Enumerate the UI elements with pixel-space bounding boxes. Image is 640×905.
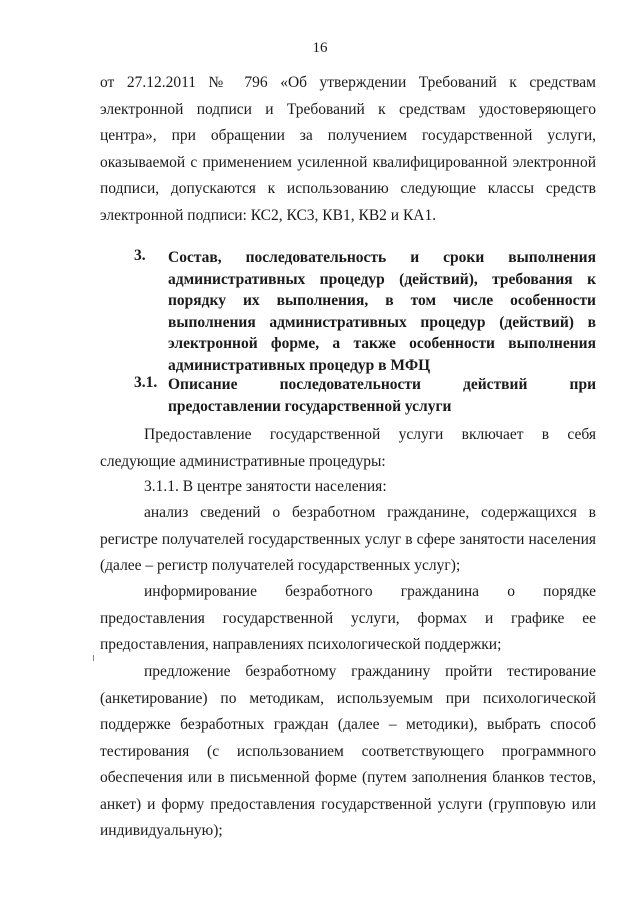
paragraph-inform: информирование безработного гражданина о порядке предоставления государственной услуги, формах и графике ее предоставления, направлениях психологической поддержки; <box>100 583 596 653</box>
page-number: 16 <box>312 40 328 56</box>
paragraph-analysis: анализ сведений о безработном гражданине, содержащихся в регистре получателей государственных услуг в сфере занятости населения (далее – регистр получателей государственных услуг); <box>100 504 596 574</box>
section-3-1-number: 3.1. <box>134 374 158 391</box>
section-3-number: 3. <box>134 247 146 264</box>
section-3-title: Состав, последовательность и сроки выполнения административных процедур (действий), требования к порядку их выполнения, в том числе особенности выполнения административных процедур (действий) в электронной форме, а также особенности выполнения административных процедур в МФЦ <box>168 249 596 374</box>
paragraph-offer: предложение безработному гражданину пройти тестирование (анкетирование) по методикам, используемым при психологической поддержке безработных граждан (далее – методики), выбрать способ тестирования (с использованием соответствующего программного обеспечения или в письменной форме (путем заполнения бланков тестов, анкет) и форму предоставления государственной услуги (групповую или индивидуальную); <box>100 663 596 839</box>
margin-mark <box>93 655 94 661</box>
paragraph-services: Предоставление государственной услуги включает в себя следующие административные процедуры: <box>100 426 596 470</box>
paragraph-intro: от 27.12.2011 № 796 «Об утверждении Требований к средствам электронной подписи и Требований к средствам удостоверяющего центра», при обращении за получением государственной услуги, оказываемой с применением усиленной квалифицированной электронной подписи, допускаются к использованию следующие классы средств электронной подписи: КС2, КС3, КВ1, КВ2 и КА1. <box>100 74 596 224</box>
paragraph-3-1-1: 3.1.1. В центре занятости населения: <box>144 478 387 495</box>
section-3-1-title: Описание последовательности действий при предоставлении государственной услуги <box>168 376 596 415</box>
